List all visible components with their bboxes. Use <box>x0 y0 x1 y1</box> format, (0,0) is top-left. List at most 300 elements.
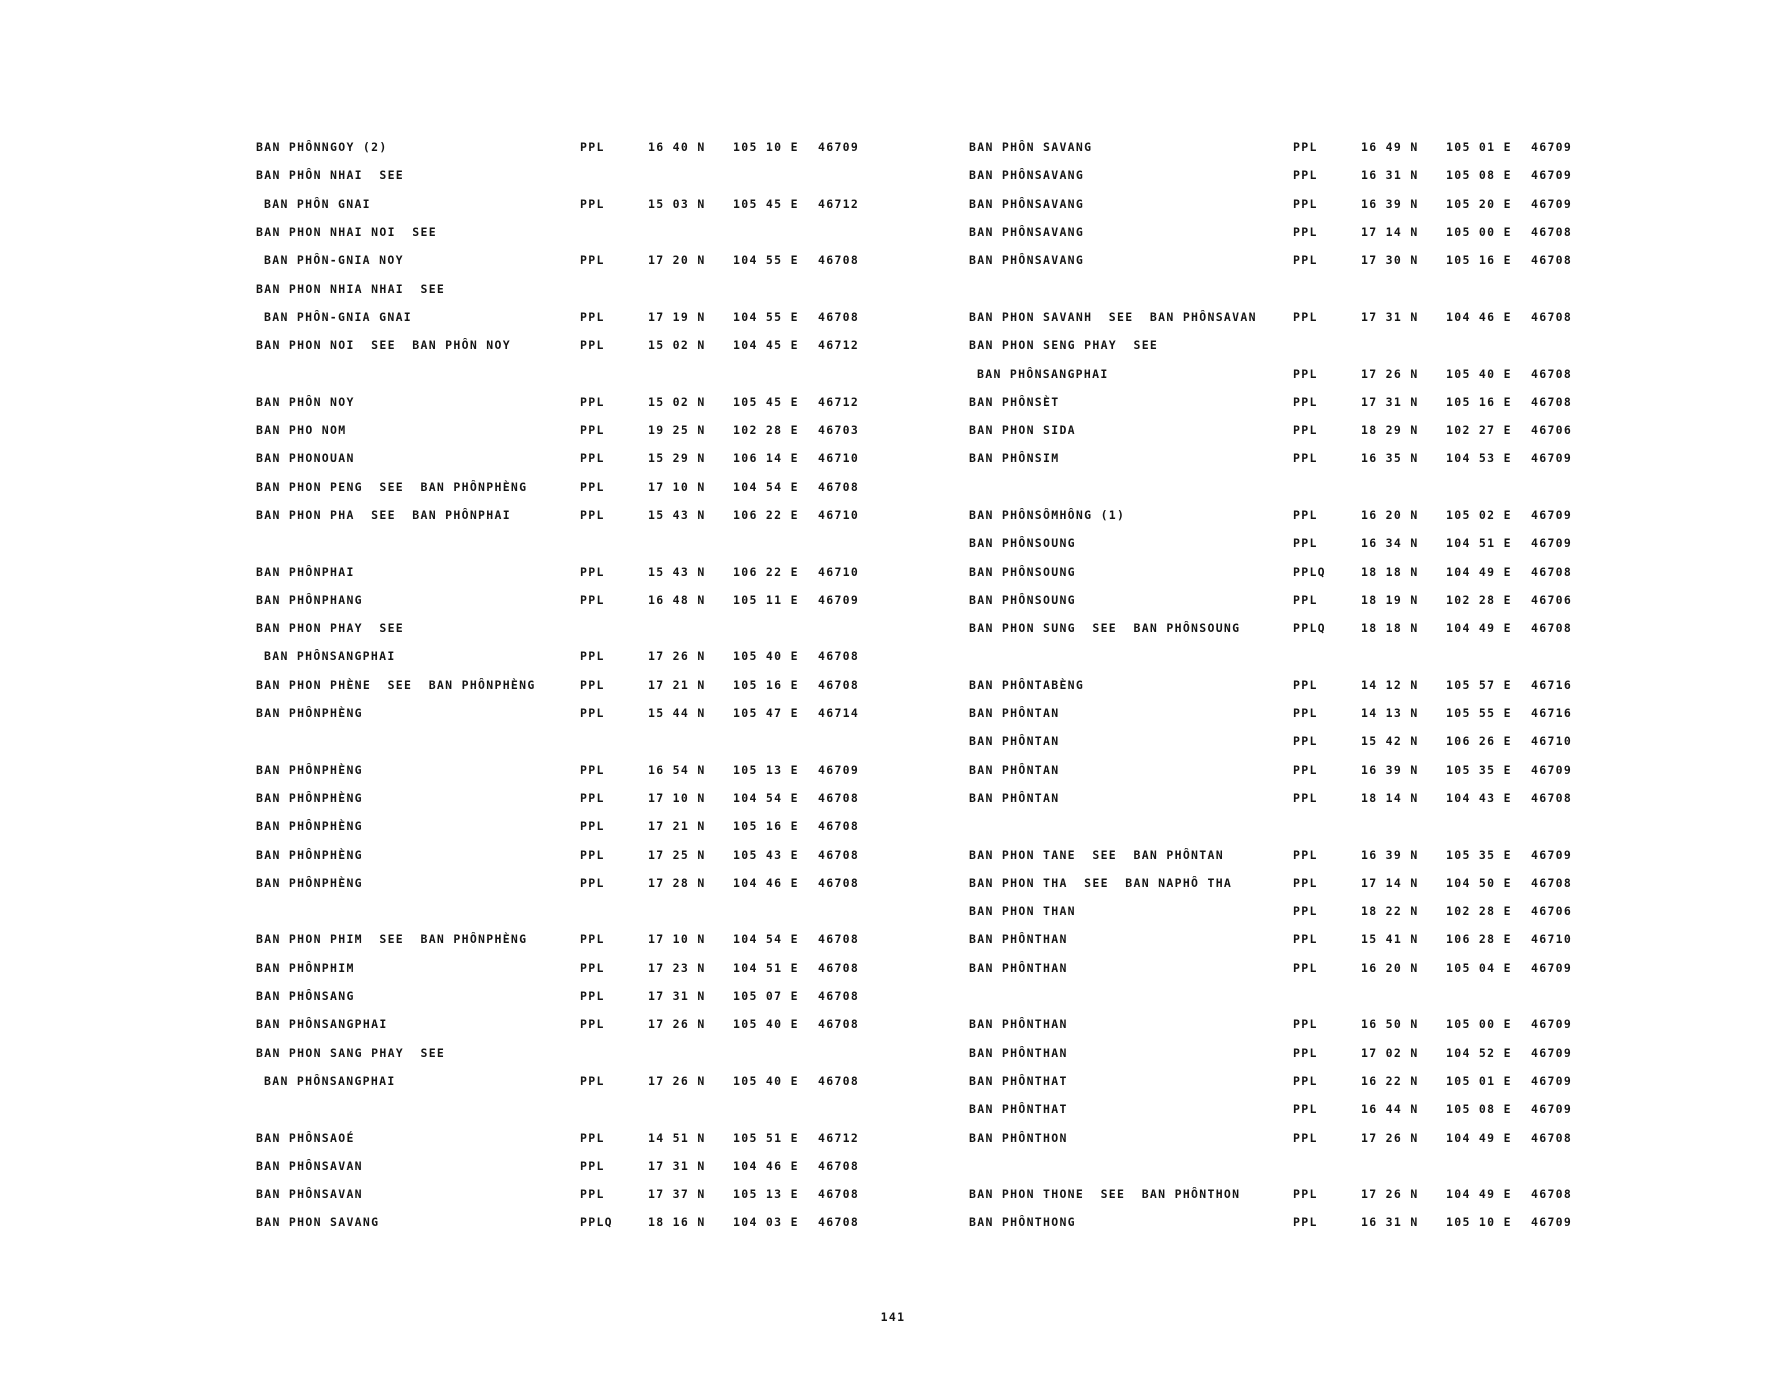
place-name: BAN PHÔNTHONG <box>969 1215 1076 1230</box>
gazetteer-entry <box>969 218 1589 246</box>
gazetteer-entry <box>256 699 876 727</box>
map-sheet: 46712 <box>818 338 860 353</box>
place-name: BAN PHON SAVANG <box>256 1215 380 1230</box>
feature-type: PPL <box>580 932 605 947</box>
longitude: 104 52 E <box>1446 1045 1512 1060</box>
longitude: 105 08 E <box>1446 1102 1512 1117</box>
gazetteer-entry <box>256 671 876 699</box>
gazetteer-entry <box>256 274 876 302</box>
map-sheet: 46709 <box>1531 536 1573 551</box>
feature-type: PPL <box>580 423 605 438</box>
place-name: BAN PHÔNTHAN <box>969 1045 1068 1060</box>
latitude: 16 49 N <box>1361 140 1419 155</box>
blank-row <box>969 274 1589 302</box>
longitude: 105 07 E <box>733 989 799 1004</box>
place-name: BAN PHON SIDA <box>969 423 1076 438</box>
feature-type: PPL <box>580 762 605 777</box>
longitude: 106 22 E <box>733 508 799 522</box>
feature-type: PPL <box>1293 140 1318 155</box>
longitude: 104 46 E <box>733 1158 799 1173</box>
gazetteer-entry <box>969 784 1589 812</box>
place-name: BAN PHON THONE SEE BAN PHÔNTHON <box>969 1187 1241 1202</box>
map-sheet: 46708 <box>818 1017 860 1032</box>
gazetteer-column-right <box>969 133 1589 1237</box>
place-name: BAN PHÔNSÈT <box>969 394 1060 409</box>
feature-type: PPL <box>1293 960 1318 975</box>
map-sheet: 46709 <box>1531 1215 1573 1230</box>
map-sheet: 46708 <box>1531 253 1573 268</box>
place-name: BAN PHÔN GNAI <box>264 196 371 211</box>
longitude: 104 54 E <box>733 479 799 494</box>
feature-type: PPL <box>1293 932 1318 947</box>
blank-row <box>256 727 876 755</box>
feature-type: PPLQ <box>1293 621 1326 636</box>
place-name: BAN PHON THAN <box>969 904 1076 919</box>
map-sheet: 46708 <box>818 479 860 494</box>
latitude: 14 51 N <box>648 1130 706 1145</box>
longitude: 105 40 E <box>733 649 799 664</box>
page-number: 141 <box>880 1310 906 1324</box>
gazetteer-entry <box>256 1067 876 1095</box>
place-name: BAN PHON PHAY SEE <box>256 621 405 636</box>
gazetteer-entry <box>256 1010 876 1038</box>
place-name: BAN PHÔNSANG <box>256 989 355 1004</box>
latitude: 17 21 N <box>648 819 706 834</box>
latitude: 16 20 N <box>1361 960 1419 975</box>
latitude: 17 26 N <box>1361 1130 1419 1145</box>
place-name: BAN PHÔNPHAI <box>256 564 355 579</box>
place-name: BAN PHON THA SEE BAN NAPHÔ THA <box>969 875 1233 890</box>
latitude: 17 10 N <box>648 790 706 805</box>
blank-row <box>256 359 876 387</box>
latitude: 16 22 N <box>1361 1073 1419 1088</box>
map-sheet: 46708 <box>1531 366 1573 381</box>
latitude: 15 02 N <box>648 338 706 353</box>
longitude: 105 45 E <box>733 196 799 211</box>
feature-type: PPL <box>1293 536 1318 551</box>
place-name: BAN PHÔNTHAT <box>969 1073 1068 1088</box>
feature-type: PPL <box>580 309 605 324</box>
feature-type: PPL <box>580 140 605 155</box>
longitude: 104 55 E <box>733 309 799 324</box>
place-name: BAN PHÔN-GNIA GNAI <box>264 309 413 324</box>
longitude: 105 10 E <box>733 140 799 155</box>
gazetteer-entry <box>256 557 876 585</box>
feature-type: PPL <box>1293 508 1318 522</box>
feature-type: PPL <box>1293 168 1318 183</box>
longitude: 104 53 E <box>1446 451 1512 466</box>
place-name: BAN PHÔNSAVANG <box>969 196 1085 211</box>
gazetteer-entry <box>256 925 876 953</box>
latitude: 15 42 N <box>1361 734 1419 749</box>
latitude: 14 13 N <box>1361 706 1419 721</box>
gazetteer-entry <box>256 1152 876 1180</box>
feature-type: PPL <box>580 677 605 692</box>
latitude: 17 14 N <box>1361 225 1419 240</box>
longitude: 105 16 E <box>1446 253 1512 268</box>
longitude: 104 55 E <box>733 253 799 268</box>
feature-type: PPL <box>580 508 605 522</box>
longitude: 105 04 E <box>1446 960 1512 975</box>
map-sheet: 46708 <box>818 790 860 805</box>
map-sheet: 46709 <box>1531 960 1573 975</box>
place-name: BAN PHÔNSAVAN <box>256 1158 363 1173</box>
gazetteer-entry <box>256 784 876 812</box>
place-name: BAN PHÔNNGOY (2) <box>256 140 388 155</box>
latitude: 17 14 N <box>1361 875 1419 890</box>
feature-type: PPL <box>1293 225 1318 240</box>
map-sheet: 46708 <box>818 875 860 890</box>
feature-type: PPL <box>1293 196 1318 211</box>
feature-type: PPL <box>1293 253 1318 268</box>
place-name: BAN PHÔNSAVANG <box>969 225 1085 240</box>
place-name: BAN PHÔNSAOÉ <box>256 1130 355 1145</box>
latitude: 14 12 N <box>1361 677 1419 692</box>
feature-type: PPL <box>1293 762 1318 777</box>
gazetteer-entry <box>969 1067 1589 1095</box>
latitude: 16 40 N <box>648 140 706 155</box>
feature-type: PPL <box>580 394 605 409</box>
map-sheet: 46712 <box>818 1130 860 1145</box>
latitude: 17 31 N <box>1361 309 1419 324</box>
map-sheet: 46714 <box>818 706 860 721</box>
longitude: 105 51 E <box>733 1130 799 1145</box>
gazetteer-entry <box>969 586 1589 614</box>
latitude: 16 39 N <box>1361 196 1419 211</box>
place-name: BAN PHÔNTAN <box>969 762 1060 777</box>
latitude: 17 10 N <box>648 932 706 947</box>
map-sheet: 46709 <box>1531 140 1573 155</box>
place-name: BAN PHÔNSIM <box>969 451 1060 466</box>
feature-type: PPL <box>1293 423 1318 438</box>
feature-type: PPL <box>1293 1045 1318 1060</box>
latitude: 17 20 N <box>648 253 706 268</box>
place-name: BAN PHÔNTHAN <box>969 960 1068 975</box>
place-name: BAN PHÔNTABÈNG <box>969 677 1085 692</box>
longitude: 105 16 E <box>733 819 799 834</box>
map-sheet: 46708 <box>818 932 860 947</box>
longitude: 104 45 E <box>733 338 799 353</box>
feature-type: PPL <box>580 989 605 1004</box>
latitude: 15 44 N <box>648 706 706 721</box>
blank-row <box>256 897 876 925</box>
blank-row <box>969 982 1589 1010</box>
map-sheet: 46709 <box>1531 762 1573 777</box>
longitude: 105 40 E <box>733 1073 799 1088</box>
longitude: 104 46 E <box>1446 309 1512 324</box>
latitude: 15 43 N <box>648 508 706 522</box>
longitude: 104 49 E <box>1446 1187 1512 1202</box>
latitude: 16 39 N <box>1361 762 1419 777</box>
gazetteer-entry <box>256 954 876 982</box>
gazetteer-entry <box>969 954 1589 982</box>
gazetteer-entry <box>969 756 1589 784</box>
longitude: 105 16 E <box>733 677 799 692</box>
place-name: BAN PHON SUNG SEE BAN PHÔNSOUNG <box>969 621 1241 636</box>
longitude: 105 01 E <box>1446 140 1512 155</box>
gazetteer-entry <box>256 444 876 472</box>
gazetteer-entry <box>256 586 876 614</box>
latitude: 18 16 N <box>648 1215 706 1230</box>
gazetteer-entry <box>256 501 876 529</box>
feature-type: PPL <box>1293 1187 1318 1202</box>
feature-type: PPL <box>1293 904 1318 919</box>
feature-type: PPL <box>580 847 605 862</box>
longitude: 104 54 E <box>733 790 799 805</box>
latitude: 17 31 N <box>648 989 706 1004</box>
gazetteer-entry <box>256 1123 876 1151</box>
map-sheet: 46708 <box>818 1187 860 1202</box>
place-name: BAN PHÔNPHÈNG <box>256 790 363 805</box>
place-name: BAN PHÔN NHAI SEE <box>256 168 405 183</box>
gazetteer-entry <box>256 869 876 897</box>
latitude: 17 28 N <box>648 875 706 890</box>
map-sheet: 46712 <box>818 196 860 211</box>
map-sheet: 46708 <box>1531 225 1573 240</box>
latitude: 15 41 N <box>1361 932 1419 947</box>
gazetteer-entry <box>969 416 1589 444</box>
feature-type: PPL <box>1293 394 1318 409</box>
longitude: 105 40 E <box>733 1017 799 1032</box>
map-sheet: 46708 <box>1531 564 1573 579</box>
map-sheet: 46709 <box>1531 508 1573 522</box>
feature-type: PPL <box>580 960 605 975</box>
gazetteer-entry <box>256 1039 876 1067</box>
longitude: 105 00 E <box>1446 225 1512 240</box>
place-name: BAN PHON SANG PHAY SEE <box>256 1045 446 1060</box>
feature-type: PPL <box>1293 592 1318 607</box>
longitude: 105 13 E <box>733 1187 799 1202</box>
feature-type: PPL <box>580 196 605 211</box>
map-sheet: 46716 <box>1531 677 1573 692</box>
gazetteer-entry <box>969 671 1589 699</box>
feature-type: PPL <box>1293 309 1318 324</box>
map-sheet: 46708 <box>1531 790 1573 805</box>
gazetteer-entry <box>969 444 1589 472</box>
place-name: BAN PHON TANE SEE BAN PHÔNTAN <box>969 847 1224 862</box>
blank-row <box>256 1095 876 1123</box>
map-sheet: 46708 <box>818 309 860 324</box>
gazetteer-entry <box>969 727 1589 755</box>
feature-type: PPL <box>1293 1073 1318 1088</box>
gazetteer-entry <box>256 190 876 218</box>
feature-type: PPLQ <box>1293 564 1326 579</box>
latitude: 17 30 N <box>1361 253 1419 268</box>
longitude: 105 55 E <box>1446 706 1512 721</box>
gazetteer-entry <box>969 1180 1589 1208</box>
longitude: 105 35 E <box>1446 762 1512 777</box>
longitude: 102 28 E <box>733 423 799 438</box>
feature-type: PPL <box>1293 734 1318 749</box>
map-sheet: 46709 <box>818 762 860 777</box>
feature-type: PPL <box>1293 790 1318 805</box>
map-sheet: 46709 <box>1531 847 1573 862</box>
place-name: BAN PHÔNSAVANG <box>969 168 1085 183</box>
longitude: 105 00 E <box>1446 1017 1512 1032</box>
place-name: BAN PHÔN-GNIA NOY <box>264 253 404 268</box>
map-sheet: 46709 <box>1531 168 1573 183</box>
longitude: 104 43 E <box>1446 790 1512 805</box>
map-sheet: 46703 <box>818 423 860 438</box>
map-sheet: 46708 <box>818 989 860 1004</box>
place-name: BAN PHON PHIM SEE BAN PHÔNPHÈNG <box>256 932 528 947</box>
feature-type: PPL <box>1293 366 1318 381</box>
gazetteer-entry <box>969 331 1589 359</box>
place-name: BAN PHÔN SAVANG <box>969 140 1093 155</box>
longitude: 106 22 E <box>733 564 799 579</box>
feature-type: PPL <box>1293 847 1318 862</box>
map-sheet: 46709 <box>1531 1102 1573 1117</box>
latitude: 17 31 N <box>1361 394 1419 409</box>
place-name: BAN PHÔNTAN <box>969 706 1060 721</box>
feature-type: PPL <box>580 451 605 466</box>
gazetteer-entry <box>256 473 876 501</box>
feature-type: PPL <box>1293 1215 1318 1230</box>
gazetteer-entry <box>256 303 876 331</box>
longitude: 105 02 E <box>1446 508 1512 522</box>
longitude: 105 20 E <box>1446 196 1512 211</box>
longitude: 104 49 E <box>1446 1130 1512 1145</box>
feature-type: PPL <box>1293 677 1318 692</box>
place-name: BAN PHÔNPHANG <box>256 592 363 607</box>
map-sheet: 46712 <box>818 394 860 409</box>
map-sheet: 46709 <box>818 592 860 607</box>
gazetteer-entry <box>256 642 876 670</box>
longitude: 106 14 E <box>733 451 799 466</box>
gazetteer-entry <box>969 1039 1589 1067</box>
longitude: 105 43 E <box>733 847 799 862</box>
latitude: 17 26 N <box>648 1073 706 1088</box>
gazetteer-entry <box>969 925 1589 953</box>
gazetteer-entry <box>256 246 876 274</box>
gazetteer-entry <box>969 699 1589 727</box>
latitude: 16 35 N <box>1361 451 1419 466</box>
latitude: 17 02 N <box>1361 1045 1419 1060</box>
gazetteer-entry <box>256 218 876 246</box>
map-sheet: 46708 <box>818 819 860 834</box>
longitude: 105 10 E <box>1446 1215 1512 1230</box>
gazetteer-entry <box>969 190 1589 218</box>
feature-type: PPL <box>580 1073 605 1088</box>
latitude: 17 31 N <box>648 1158 706 1173</box>
gazetteer-entry <box>256 840 876 868</box>
latitude: 16 31 N <box>1361 168 1419 183</box>
blank-row <box>969 473 1589 501</box>
feature-type: PPL <box>1293 1102 1318 1117</box>
longitude: 106 26 E <box>1446 734 1512 749</box>
place-name: BAN PHÔNPHÈNG <box>256 847 363 862</box>
latitude: 15 03 N <box>648 196 706 211</box>
place-name: BAN PHON NHIA NHAI SEE <box>256 281 446 296</box>
gazetteer-entry <box>969 614 1589 642</box>
feature-type: PPL <box>580 790 605 805</box>
gazetteer-entry <box>256 133 876 161</box>
map-sheet: 46708 <box>1531 309 1573 324</box>
map-sheet: 46708 <box>818 847 860 862</box>
longitude: 104 51 E <box>733 960 799 975</box>
map-sheet: 46708 <box>1531 1130 1573 1145</box>
gazetteer-entry <box>969 303 1589 331</box>
feature-type: PPL <box>1293 706 1318 721</box>
gazetteer-entry <box>969 388 1589 416</box>
map-sheet: 46708 <box>1531 394 1573 409</box>
latitude: 18 29 N <box>1361 423 1419 438</box>
place-name: BAN PHÔNSAVANG <box>969 253 1085 268</box>
latitude: 18 18 N <box>1361 564 1419 579</box>
latitude: 17 21 N <box>648 677 706 692</box>
longitude: 104 49 E <box>1446 621 1512 636</box>
feature-type: PPL <box>580 819 605 834</box>
feature-type: PPL <box>580 338 605 353</box>
longitude: 104 54 E <box>733 932 799 947</box>
place-name: BAN PHONOUAN <box>256 451 355 466</box>
longitude: 105 35 E <box>1446 847 1512 862</box>
longitude: 105 13 E <box>733 762 799 777</box>
longitude: 105 11 E <box>733 592 799 607</box>
longitude: 105 08 E <box>1446 168 1512 183</box>
latitude: 18 19 N <box>1361 592 1419 607</box>
latitude: 15 02 N <box>648 394 706 409</box>
latitude: 17 26 N <box>1361 1187 1419 1202</box>
map-sheet: 46708 <box>818 649 860 664</box>
feature-type: PPL <box>580 875 605 890</box>
longitude: 102 28 E <box>1446 904 1512 919</box>
gazetteer-entry <box>969 1010 1589 1038</box>
map-sheet: 46708 <box>818 960 860 975</box>
feature-type: PPL <box>1293 1130 1318 1145</box>
gazetteer-entry <box>969 133 1589 161</box>
longitude: 105 57 E <box>1446 677 1512 692</box>
gazetteer-entry <box>969 840 1589 868</box>
feature-type: PPLQ <box>580 1215 613 1230</box>
gazetteer-entry <box>256 161 876 189</box>
place-name: BAN PHÔNSÔMHÔNG (1) <box>969 508 1126 522</box>
gazetteer-entry <box>969 869 1589 897</box>
longitude: 105 01 E <box>1446 1073 1512 1088</box>
place-name: BAN PHON PHÈNE SEE BAN PHÔNPHÈNG <box>256 677 536 692</box>
place-name: BAN PHON NOI SEE BAN PHÔN NOY <box>256 338 511 353</box>
gazetteer-entry <box>969 529 1589 557</box>
gazetteer-entry <box>969 1123 1589 1151</box>
gazetteer-entry <box>969 557 1589 585</box>
latitude: 18 22 N <box>1361 904 1419 919</box>
map-sheet: 46708 <box>1531 875 1573 890</box>
place-name: BAN PHON SAVANH SEE BAN PHÔNSAVAN <box>969 309 1257 324</box>
place-name: BAN PHON PENG SEE BAN PHÔNPHÈNG <box>256 479 528 494</box>
map-sheet: 46708 <box>818 1215 860 1230</box>
gazetteer-column-left <box>256 133 876 1237</box>
place-name: BAN PHÔNTHAN <box>969 1017 1068 1032</box>
gazetteer-entry <box>969 161 1589 189</box>
latitude: 17 23 N <box>648 960 706 975</box>
blank-row <box>969 1152 1589 1180</box>
blank-row <box>969 642 1589 670</box>
place-name: BAN PHÔNTHAN <box>969 932 1068 947</box>
map-sheet: 46710 <box>1531 734 1573 749</box>
feature-type: PPL <box>580 479 605 494</box>
gazetteer-entry <box>969 501 1589 529</box>
place-name: BAN PHÔNSANGPHAI <box>256 1017 388 1032</box>
place-name: BAN PHÔNSOUNG <box>969 592 1076 607</box>
latitude: 18 14 N <box>1361 790 1419 805</box>
longitude: 105 40 E <box>1446 366 1512 381</box>
latitude: 16 44 N <box>1361 1102 1419 1117</box>
place-name: BAN PHÔNSANGPHAI <box>264 649 396 664</box>
place-name: BAN PHÔNTAN <box>969 790 1060 805</box>
map-sheet: 46710 <box>818 451 860 466</box>
place-name: BAN PHÔNSOUNG <box>969 564 1076 579</box>
place-name: BAN PHÔNSAVAN <box>256 1187 363 1202</box>
